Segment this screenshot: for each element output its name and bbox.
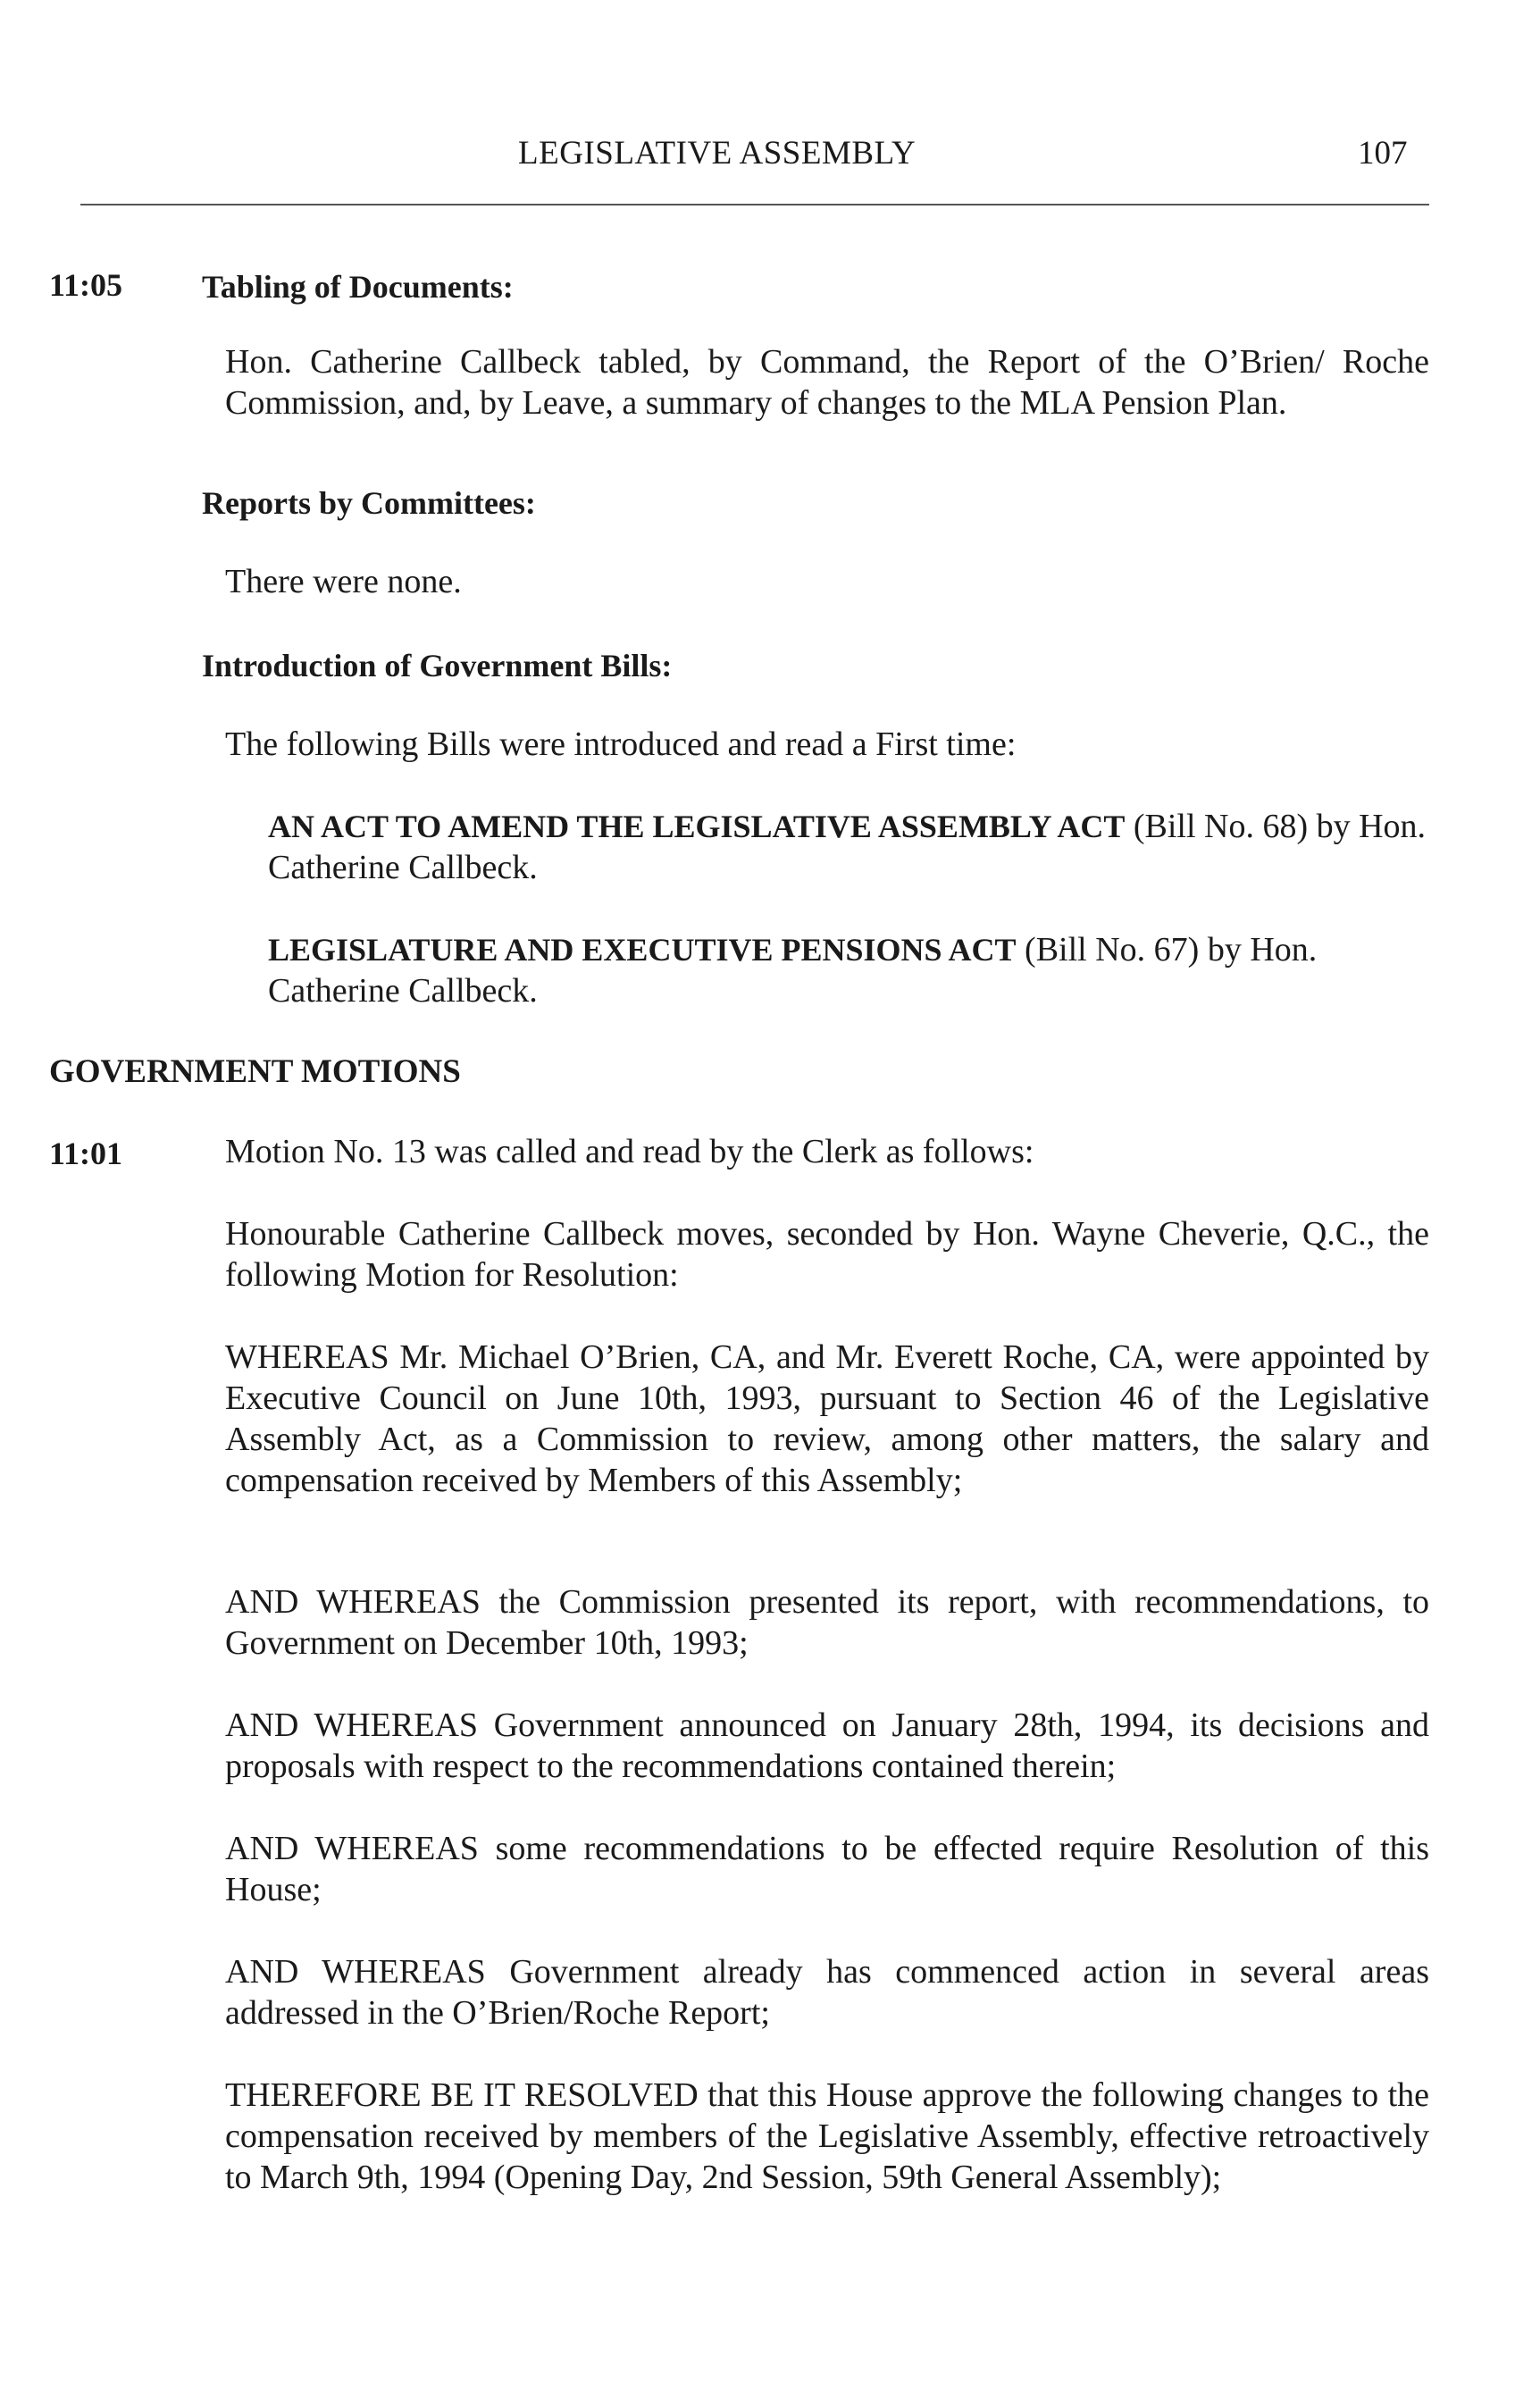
page-number: 107 <box>1358 135 1408 172</box>
bill-title: AN ACT TO AMEND THE LEGISLATIVE ASSEMBLY ACT <box>268 809 1126 844</box>
bill-detail: (Bill No. 68) by Hon. Catherine Callbeck. <box>268 808 1427 886</box>
tabling-text: Hon. Catherine Callbeck tabled, by Command, the Report of the O’Brien/ Roche Commission, and, by Leave, a summary of changes to the MLA Pension Plan. <box>225 343 1429 422</box>
reports-text: There were none. <box>225 563 462 600</box>
motion-paragraph: AND WHEREAS some recommendations to be effected require Resolution of this House; <box>225 1830 1429 1908</box>
reports-heading: Reports by Committees: <box>202 485 536 521</box>
motion-paragraph: THEREFORE BE IT RESOLVED that this House approve the following changes to the compensation received by members of the Legislative Assembly, effective retroactively to March 9th, 1994 (Opening Day, 2nd Session, 59th General Assembly); <box>225 2076 1429 2196</box>
tabling-heading: Tabling of Documents: <box>202 269 514 305</box>
motion-paragraph: AND WHEREAS Government announced on January 28th, 1994, its decisions and proposals with respect to the recommendations contained therein; <box>225 1706 1429 1785</box>
motion-time: 11:01 <box>49 1136 123 1171</box>
motion-paragraph: WHEREAS Mr. Michael O’Brien, CA, and Mr. Everett Roche, CA, were appointed by Executive Council on June 10th, 1993, pursuant to Section 46 of the Legislative Assembly Act, as a Commission to review, among other matters, the salary and compensation received by Members of this Assembly; <box>225 1338 1429 1499</box>
bill-detail: (Bill No. 67) by Hon. Catherine Callbeck. <box>268 931 1318 1010</box>
introduction-text: The following Bills were introduced and read a First time: <box>225 725 1017 763</box>
motion-intro: Motion No. 13 was called and read by the Clerk as follows: <box>225 1133 1034 1170</box>
running-header <box>0 134 1540 188</box>
tabling-time: 11:05 <box>49 267 123 303</box>
motion-paragraph: AND WHEREAS the Commission presented its report, with recommendations, to Government on December 10th, 1993; <box>225 1583 1429 1662</box>
header-rule <box>80 204 1429 205</box>
introduction-heading: Introduction of Government Bills: <box>202 648 673 683</box>
header-title: LEGISLATIVE ASSEMBLY <box>518 135 916 172</box>
bill-title: LEGISLATURE AND EXECUTIVE PENSIONS ACT <box>268 932 1017 968</box>
motion-paragraph: Honourable Catherine Callbeck moves, seconded by Hon. Wayne Cheverie, Q.C., the following Motion for Resolution: <box>225 1215 1429 1294</box>
government-motions-heading: GOVERNMENT MOTIONS <box>49 1053 461 1090</box>
bill-item <box>268 929 1429 1011</box>
motion-paragraph: AND WHEREAS Government already has commenced action in several areas addressed in the O’Brien/Roche Report; <box>225 1953 1429 2032</box>
bill-item <box>268 806 1429 888</box>
